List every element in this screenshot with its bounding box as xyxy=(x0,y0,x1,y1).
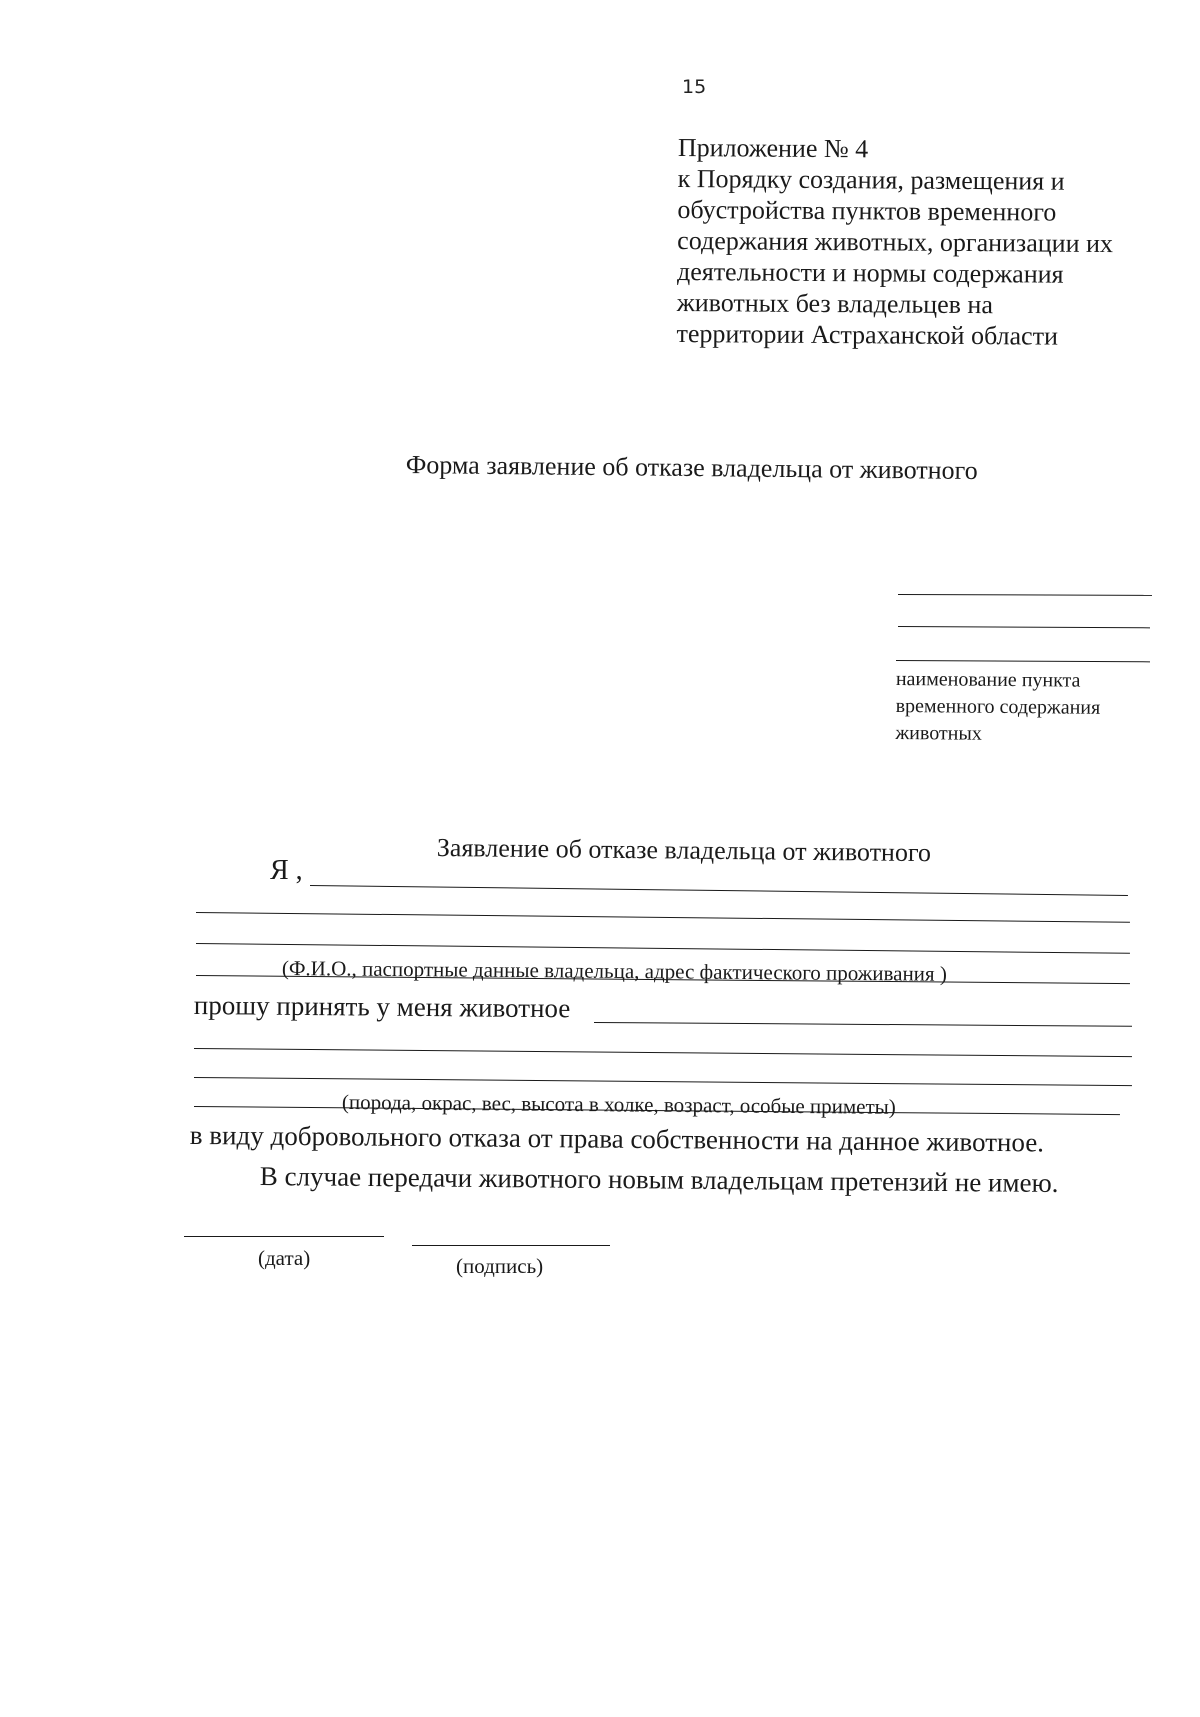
ya-label: Я , xyxy=(270,855,303,886)
addressee-caption xyxy=(895,666,1156,749)
appendix-line: обустройства пунктов временного xyxy=(677,194,1057,227)
appendix-line: животных без владельцев на xyxy=(676,287,994,320)
animal-caption: (порода, окрас, вес, высота в холке, возраст, особые приметы) xyxy=(341,1090,896,1119)
appendix-line: к Порядку создания, размещения и xyxy=(677,163,1065,196)
appendix-header xyxy=(676,132,1158,352)
form-title: Форма заявление об отказе владельца от животного xyxy=(405,450,978,485)
reason-line: в виду добровольного отказа от права собственности на данное животное. xyxy=(189,1120,1045,1158)
request-label: прошу принять у меня животное xyxy=(193,990,571,1024)
addressee-caption-line: животных xyxy=(895,721,982,745)
date-caption: (дата) xyxy=(258,1246,311,1270)
animal-details-line xyxy=(194,1077,1132,1086)
signature-line xyxy=(412,1245,610,1246)
owner-name-line xyxy=(310,885,1128,896)
owner-details-line xyxy=(196,943,1130,954)
statement-title: Заявление об отказе владельца от животного xyxy=(436,833,932,868)
appendix-line: территории Астраханской области xyxy=(676,318,1059,351)
addressee-caption-line: временного содержания xyxy=(895,694,1101,719)
owner-caption: (Ф.И.О., паспортные данные владельца, адрес фактического проживания ) xyxy=(281,956,948,986)
owner-details-line xyxy=(196,912,1130,923)
appendix-line: Приложение № 4 xyxy=(677,132,869,164)
appendix-line: деятельности и нормы содержания xyxy=(676,256,1064,289)
addressee-caption-line: наименование пункта xyxy=(895,667,1081,692)
addressee-blank-line xyxy=(898,594,1152,596)
claims-line: В случае передачи животного новым владельцам претензий не имею. xyxy=(259,1161,1059,1198)
addressee-blank-line xyxy=(898,626,1150,628)
date-line xyxy=(184,1236,384,1237)
addressee-blank-line xyxy=(896,660,1150,662)
animal-line xyxy=(594,1022,1132,1027)
animal-details-line xyxy=(194,1048,1132,1057)
page-number: 15 xyxy=(682,76,707,98)
appendix-line: содержания животных, организации их xyxy=(677,225,1114,259)
signature-caption: (подпись) xyxy=(456,1254,544,1278)
